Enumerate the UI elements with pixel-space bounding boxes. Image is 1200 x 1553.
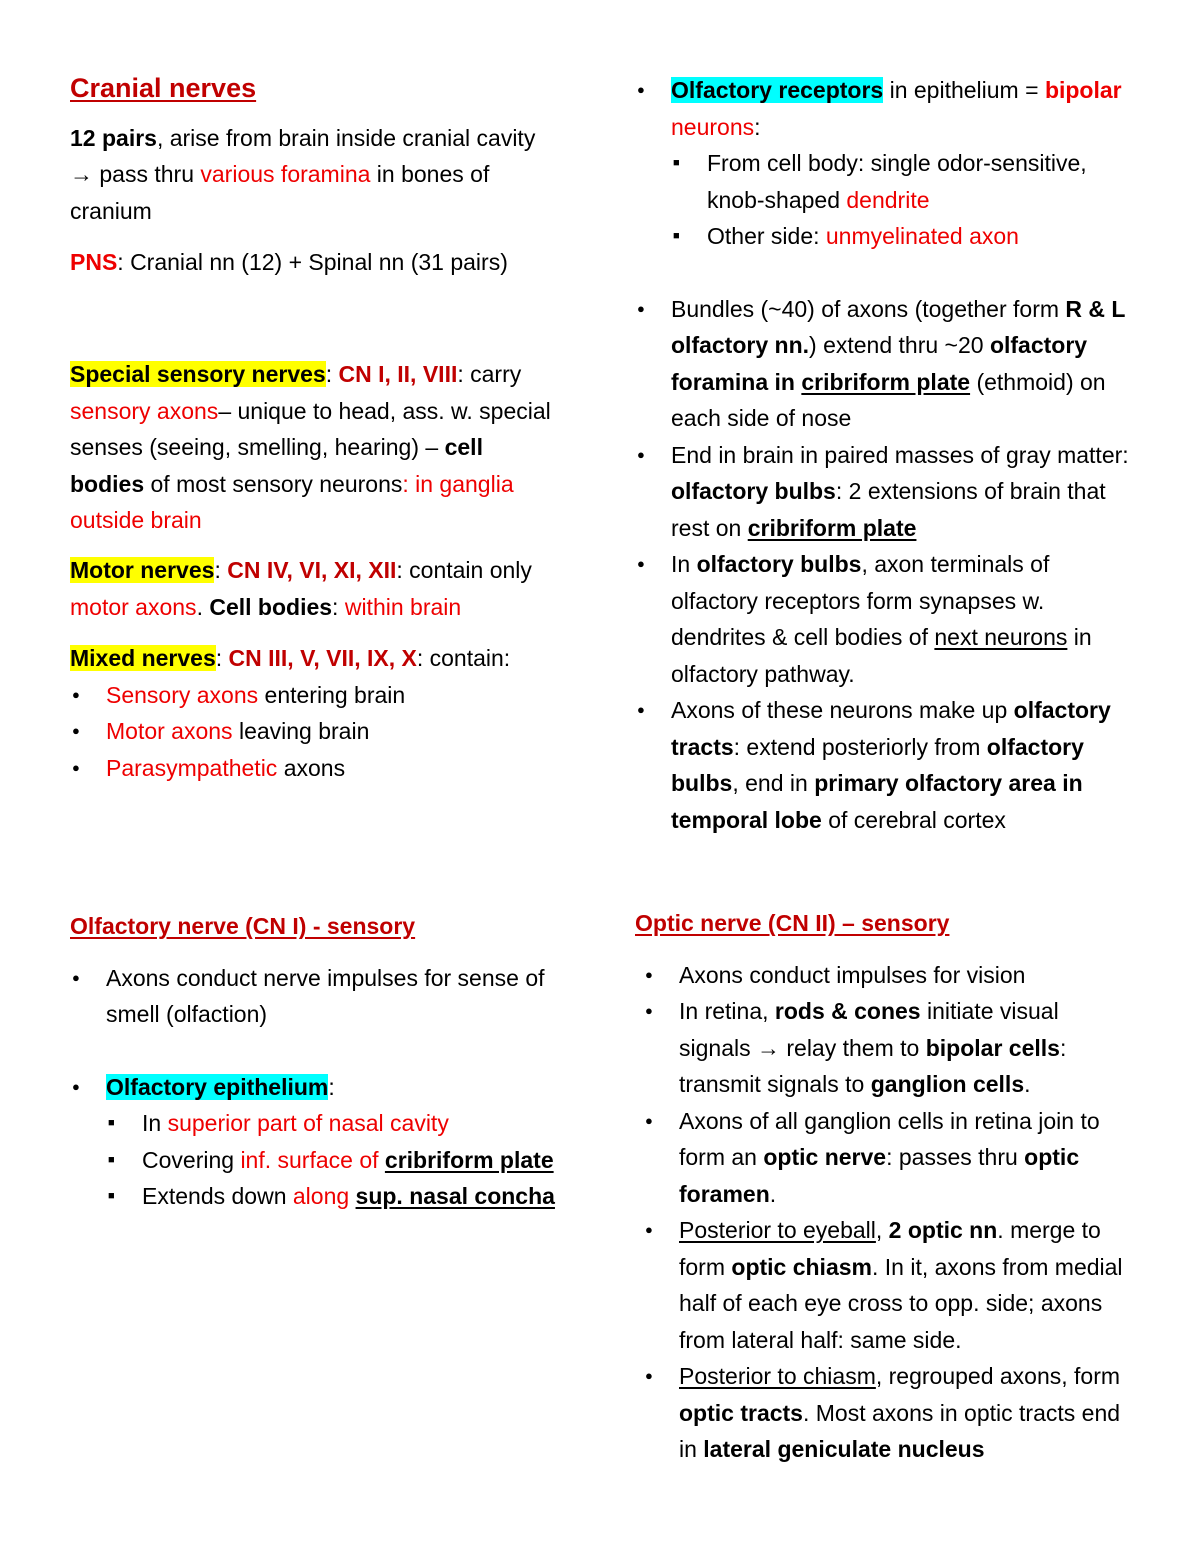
list-item: ■ From cell body: single odor-sensitive, knob-shaped dendrite <box>671 145 1135 218</box>
list-item: ● Axons of all ganglion cells in retina join to form an optic nerve: passes thru optic foramen. <box>643 1103 1135 1213</box>
cn2-heading: Optic nerve (CN II) – sensory <box>635 910 950 936</box>
cn2-section <box>635 905 1135 1468</box>
mixed-section <box>70 640 560 786</box>
arrow-icon: → <box>756 1034 780 1061</box>
list-item: ● Motor axons leaving brain <box>70 713 560 750</box>
pns-line: PNS: Cranial nn (12) + Spinal nn (31 pairs) <box>70 249 508 275</box>
cn2-list <box>635 957 1135 1468</box>
olfactory-details <box>635 72 1135 838</box>
page-title: Cranial nerves <box>70 73 257 103</box>
arrow-icon: → <box>70 161 93 187</box>
intro-paragraph: 12 pairs, arise from brain inside cranial cavity → pass thru various foramina in bones of cranium <box>70 124 536 224</box>
list-item: ● Parasympathetic axons <box>70 750 560 787</box>
list-item: ● Sensory axons entering brain <box>70 677 560 714</box>
list-item: ● Axons conduct impulses for vision <box>643 957 1135 994</box>
list-item: ■ In superior part of nasal cavity <box>106 1105 560 1142</box>
special-sensory-paragraph: Special sensory nerves: CN I, II, VIII: carry sensory axons– unique to head, ass. w. special senses (seeing, smelling, hearing) – cell bodies of most sensory neurons: in ganglia outside brain <box>70 361 551 533</box>
receptor-sublist <box>671 145 1135 255</box>
list-item: ● Axons of these neurons make up olfactory tracts: extend posteriorly from olfactory bulbs, end in primary olfactory area in temporal lobe of cerebral cortex <box>635 692 1135 838</box>
list-item: ● Posterior to eyeball, 2 optic nn. merge to form optic chiasm. In it, axons from medial half of each eye cross to opp. side; axons from lateral half: same side. <box>643 1212 1135 1358</box>
list-item: ■ Covering inf. surface of cribriform plate <box>106 1142 560 1179</box>
motor-section <box>70 552 560 625</box>
list-item: ● In retina, rods & cones initiate visual signals → relay them to bipolar cells: transmit signals to ganglion cells. <box>643 993 1135 1103</box>
list-item: ● End in brain in paired masses of gray matter: olfactory bulbs: 2 extensions of brain that rest on cribriform plate <box>635 437 1135 547</box>
cn1-section <box>70 908 560 1215</box>
special-sensory-section <box>70 356 556 539</box>
mixed-list <box>70 677 560 787</box>
cn1-heading: Olfactory nerve (CN I) - sensory <box>70 913 416 939</box>
list-item: ● Axons conduct nerve impulses for sense of smell (olfaction) <box>70 960 560 1033</box>
list-item: ■ Other side: unmyelinated axon <box>671 218 1135 255</box>
list-item: ● In olfactory bulbs, axon terminals of olfactory receptors form synapses w. dendrites & cell bodies of next neurons in olfactory pathway. <box>635 546 1135 692</box>
epithelium-sublist <box>106 1105 560 1215</box>
list-item: ● Olfactory receptors in epithelium = bipolar neurons: ■ From cell body: single odor-sensitive, knob-shaped dendrite ■ Other side: unmyelinated axon <box>635 72 1135 255</box>
motor-paragraph: Motor nerves: CN IV, VI, XI, XII: contain only motor axons. Cell bodies: within brain <box>70 557 532 620</box>
list-item: ● Posterior to chiasm, regrouped axons, form optic tracts. Most axons in optic tracts end in lateral geniculate nucleus <box>643 1358 1135 1468</box>
cranial-nerves-intro <box>70 70 550 281</box>
list-item: ● Bundles (~40) of axons (together form R & L olfactory nn.) extend thru ~20 olfactory foramina in cribriform plate (ethmoid) on each side of nose <box>635 291 1135 437</box>
cn1-list <box>70 960 560 1215</box>
list-item: ● Olfactory epithelium: ■ In superior part of nasal cavity ■ Covering inf. surface of cribriform plate ■ Extends down along sup. nasal concha <box>70 1069 560 1215</box>
list-item: ■ Extends down along sup. nasal concha <box>106 1178 560 1215</box>
mixed-paragraph: Mixed nerves: CN III, V, VII, IX, X: contain: <box>70 645 511 671</box>
olfactory-list <box>635 72 1135 838</box>
